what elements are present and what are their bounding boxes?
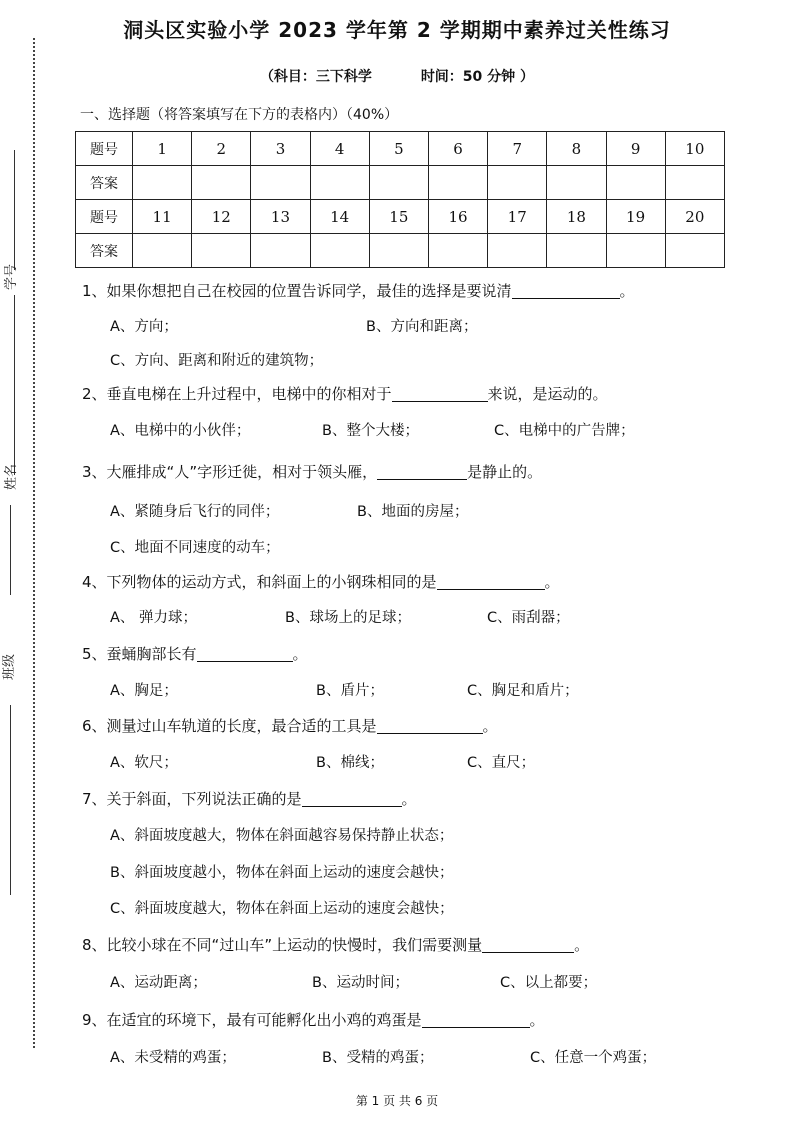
option-a: A、 弹力球； bbox=[110, 610, 198, 626]
question-stem-end: 。 bbox=[529, 1011, 545, 1029]
answer-cell[interactable] bbox=[192, 166, 251, 200]
question-stem-end: 是静止的。 bbox=[467, 463, 543, 481]
question-stem: 8、比较小球在不同“过山车”上运动的快慢时，我们需要测量 bbox=[82, 936, 483, 954]
answer-cell[interactable] bbox=[428, 166, 487, 200]
option-a: A、胸足； bbox=[110, 683, 178, 699]
option-b: B、地面的房屋； bbox=[357, 504, 469, 520]
question-stem-end: 。 bbox=[401, 790, 417, 808]
question-stem-end: 。 bbox=[544, 573, 560, 591]
question-number-cell: 12 bbox=[192, 200, 251, 234]
side-rule-middle bbox=[14, 295, 15, 475]
option-c: C、胸足和盾片； bbox=[467, 683, 579, 699]
answer-cell[interactable] bbox=[310, 234, 369, 268]
option-b: B、棉线； bbox=[316, 755, 384, 771]
answer-blank[interactable] bbox=[197, 645, 293, 662]
question-number-cell: 1 bbox=[133, 132, 192, 166]
option-a: A、运动距离； bbox=[110, 975, 207, 991]
name-label: 姓名 bbox=[4, 463, 19, 490]
answer-cell[interactable] bbox=[606, 166, 665, 200]
answer-cell[interactable] bbox=[369, 234, 428, 268]
question-number-cell: 19 bbox=[606, 200, 665, 234]
question-number-cell: 11 bbox=[133, 200, 192, 234]
row-label-answer: 答案 bbox=[76, 166, 133, 200]
question-number-cell: 5 bbox=[369, 132, 428, 166]
table-row bbox=[76, 132, 725, 166]
question-stem: 3、大雁排成“人”字形迁徙，相对于领头雁， bbox=[82, 463, 378, 481]
answer-cell[interactable] bbox=[369, 166, 428, 200]
question-stem: 6、测量过山车轨道的长度，最合适的工具是 bbox=[82, 717, 377, 735]
question-number-cell: 15 bbox=[369, 200, 428, 234]
answer-blank[interactable] bbox=[377, 717, 483, 734]
answer-cell[interactable] bbox=[251, 234, 310, 268]
answer-cell[interactable] bbox=[310, 166, 369, 200]
question-stem: 4、下列物体的运动方式，和斜面上的小钢珠相同的是 bbox=[82, 573, 437, 591]
answer-cell[interactable] bbox=[606, 234, 665, 268]
answer-blank[interactable] bbox=[482, 936, 574, 953]
answer-blank[interactable] bbox=[512, 282, 620, 299]
question-stem: 2、垂直电梯在上升过程中，电梯中的你相对于 bbox=[82, 385, 392, 403]
side-rule-bottom bbox=[10, 705, 11, 895]
option-b: B、斜面坡度越小，物体在斜面上运动的速度会越快； bbox=[110, 865, 454, 881]
answer-blank[interactable] bbox=[392, 385, 488, 402]
question-stem-end: 来说，是运动的。 bbox=[487, 385, 608, 403]
answer-cell[interactable] bbox=[428, 234, 487, 268]
answer-cell[interactable] bbox=[133, 234, 192, 268]
question-number-cell: 8 bbox=[547, 132, 606, 166]
question-stem: 7、关于斜面，下列说法正确的是 bbox=[82, 790, 302, 808]
question-number-cell: 17 bbox=[488, 200, 547, 234]
answer-cell[interactable] bbox=[488, 234, 547, 268]
table-row bbox=[76, 166, 725, 200]
table-row bbox=[76, 200, 725, 234]
answer-cell[interactable] bbox=[192, 234, 251, 268]
question-3 bbox=[82, 461, 542, 482]
binding-dotted-line bbox=[33, 38, 35, 1048]
option-b: B、盾片； bbox=[316, 683, 384, 699]
question-number-cell: 7 bbox=[488, 132, 547, 166]
option-b: B、运动时间； bbox=[312, 975, 409, 991]
question-8 bbox=[82, 934, 589, 955]
question-number-cell: 13 bbox=[251, 200, 310, 234]
option-b: B、受精的鸡蛋； bbox=[322, 1050, 434, 1066]
question-number-cell: 10 bbox=[665, 132, 724, 166]
option-b: B、整个大楼； bbox=[322, 423, 419, 439]
question-number-cell: 18 bbox=[547, 200, 606, 234]
answer-blank[interactable] bbox=[377, 463, 467, 480]
option-c: C、地面不同速度的动车； bbox=[110, 540, 280, 556]
question-stem: 5、蚕蛹胸部长有 bbox=[82, 645, 197, 663]
option-a: A、未受精的鸡蛋； bbox=[110, 1050, 236, 1066]
page-footer: 第 1 页 共 6 页 bbox=[355, 1094, 439, 1108]
answer-cell[interactable] bbox=[547, 166, 606, 200]
option-c: C、电梯中的广告牌； bbox=[494, 423, 635, 439]
answer-blank[interactable] bbox=[422, 1011, 530, 1028]
row-label-answer: 答案 bbox=[76, 234, 133, 268]
answer-cell[interactable] bbox=[488, 166, 547, 200]
option-b: B、球场上的足球； bbox=[285, 610, 411, 626]
question-number-cell: 14 bbox=[310, 200, 369, 234]
answer-cell[interactable] bbox=[665, 234, 724, 268]
question-stem-end: 。 bbox=[574, 936, 590, 954]
side-rule-lower bbox=[10, 505, 11, 595]
question-number-cell: 9 bbox=[606, 132, 665, 166]
question-number-cell: 4 bbox=[310, 132, 369, 166]
option-c: C、以上都要； bbox=[500, 975, 598, 991]
question-number-cell: 16 bbox=[428, 200, 487, 234]
side-rule-top bbox=[14, 150, 15, 270]
row-label-number: 题号 bbox=[76, 200, 133, 234]
option-a: A、斜面坡度越大，物体在斜面越容易保持静止状态； bbox=[110, 828, 454, 844]
answer-cell[interactable] bbox=[133, 166, 192, 200]
answer-blank[interactable] bbox=[302, 790, 402, 807]
option-a: A、软尺； bbox=[110, 755, 178, 771]
question-2 bbox=[82, 383, 608, 404]
question-number-cell: 6 bbox=[428, 132, 487, 166]
question-5 bbox=[82, 643, 308, 664]
subject-label: （科目：三下科学 bbox=[259, 69, 372, 85]
answer-cell[interactable] bbox=[665, 166, 724, 200]
question-number-cell: 3 bbox=[251, 132, 310, 166]
table-row bbox=[76, 234, 725, 268]
option-c: C、斜面坡度越大，物体在斜面上运动的速度会越快； bbox=[110, 901, 454, 917]
student-id-label: 学号 bbox=[4, 263, 19, 290]
option-a: A、方向； bbox=[110, 319, 178, 335]
answer-cell[interactable] bbox=[547, 234, 606, 268]
answer-table bbox=[75, 131, 725, 268]
question-7 bbox=[82, 788, 417, 809]
question-stem: 1、如果你想把自己在校园的位置告诉同学，最佳的选择是要说清 bbox=[82, 282, 512, 300]
answer-blank[interactable] bbox=[437, 573, 545, 590]
option-c: C、任意一个鸡蛋； bbox=[530, 1050, 657, 1066]
option-c: C、雨刮器； bbox=[487, 610, 570, 626]
option-b: B、方向和距离； bbox=[366, 319, 478, 335]
question-stem-end: 。 bbox=[292, 645, 308, 663]
option-a: A、紧随身后飞行的同伴； bbox=[110, 504, 280, 520]
option-c: C、方向、距离和附近的建筑物； bbox=[110, 353, 324, 369]
option-c: C、直尺； bbox=[467, 755, 536, 771]
option-a: A、电梯中的小伙伴； bbox=[110, 423, 251, 439]
section-heading: 一、选择题（将答案填写在下方的表格内）（40%） bbox=[80, 107, 399, 123]
question-1 bbox=[82, 280, 635, 301]
question-4 bbox=[82, 571, 560, 592]
question-stem: 9、在适宜的环境下，最有可能孵化出小鸡的鸡蛋是 bbox=[82, 1011, 422, 1029]
time-label: 时间：50 分钟 ） bbox=[420, 69, 535, 85]
question-number-cell: 2 bbox=[192, 132, 251, 166]
question-6 bbox=[82, 715, 498, 736]
class-label: 班级 bbox=[2, 653, 17, 680]
question-stem-end: 。 bbox=[619, 282, 635, 300]
question-stem-end: 。 bbox=[482, 717, 498, 735]
row-label-number: 题号 bbox=[76, 132, 133, 166]
question-number-cell: 20 bbox=[665, 200, 724, 234]
answer-cell[interactable] bbox=[251, 166, 310, 200]
question-9 bbox=[82, 1009, 545, 1030]
exam-title: 洞头区实验小学 2023 学年第 2 学期期中素养过关性练习 bbox=[123, 18, 671, 42]
exam-subtitle bbox=[0, 66, 794, 86]
